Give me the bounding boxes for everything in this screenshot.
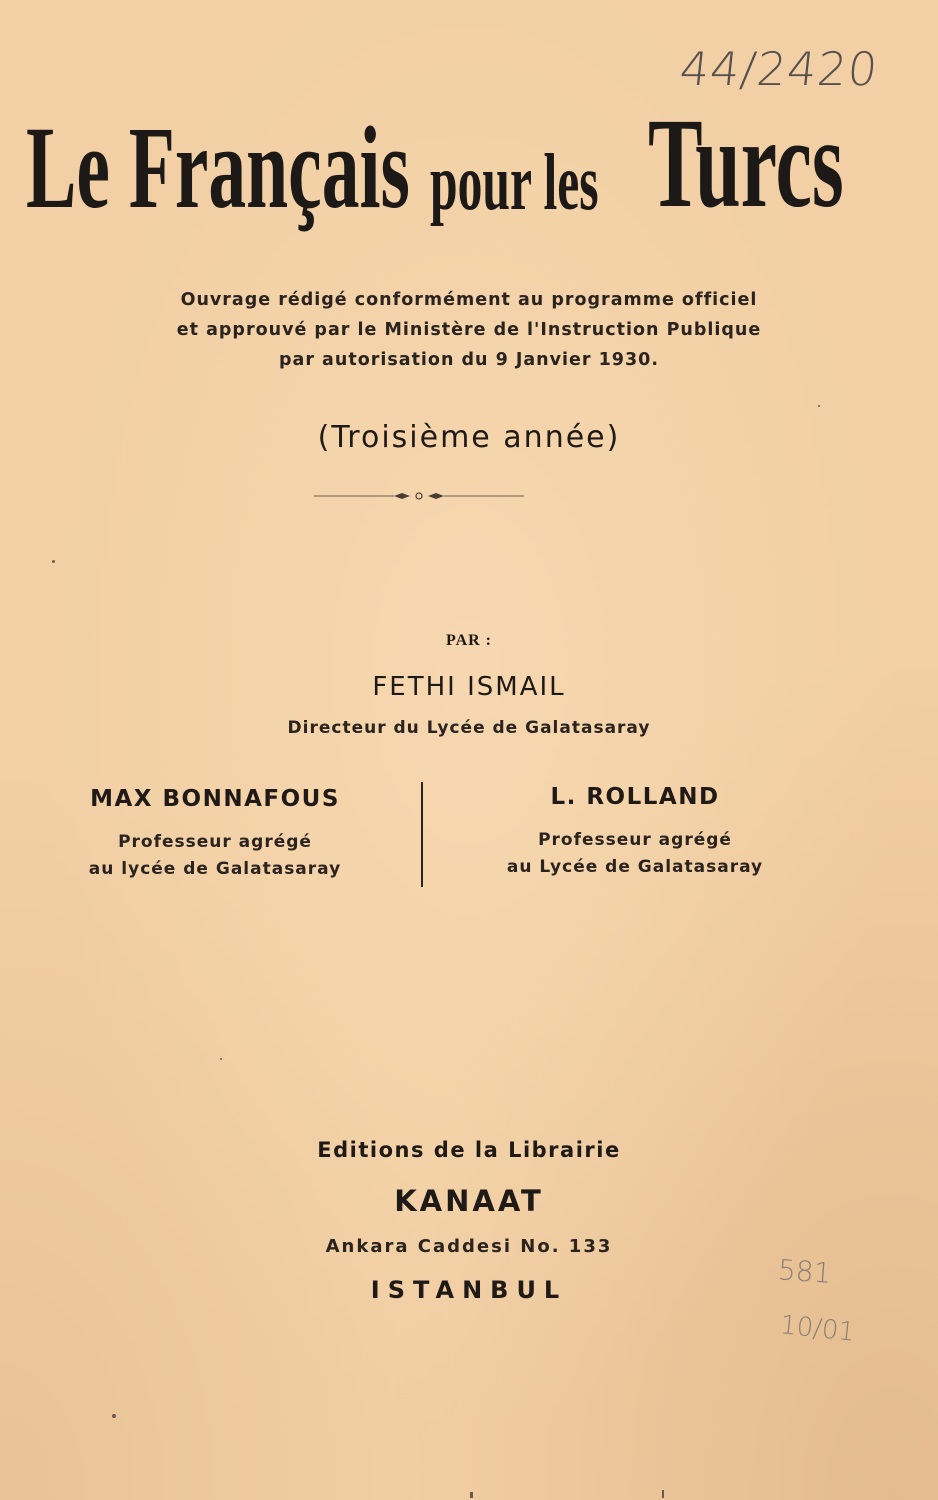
author-left-role-line2: au lycée de Galatasaray [88, 859, 342, 879]
column-divider [421, 782, 423, 887]
paper-speck [52, 560, 55, 563]
ornament-divider [314, 486, 524, 506]
paper-speck [220, 1058, 222, 1060]
title-part-pour-les: pour les [430, 139, 599, 227]
paper-speck [662, 1490, 664, 1498]
subtitle-line-2: et approuvé par le Ministère de l'Instruction Publique [176, 320, 762, 340]
paper-speck [470, 1492, 473, 1498]
handwritten-reference-number: 44/2420 [677, 42, 881, 96]
publisher-city: ISTANBUL [370, 1276, 568, 1304]
by-label: PAR : [445, 632, 493, 649]
subtitle-line-1: Ouvrage rédigé conformément au programme officiel [180, 290, 758, 310]
author-left-name: MAX BONNAFOUS [90, 786, 340, 812]
author-right-role-line2: au Lycée de Galatasaray [506, 857, 764, 877]
publisher-name: KANAAT [394, 1184, 544, 1218]
title-part-le-francais: Le Français [26, 102, 410, 233]
handwritten-note-a: 581 [776, 1253, 833, 1290]
edition-label: (Troisième année) [317, 420, 621, 455]
paper-speck [112, 1414, 116, 1418]
subtitle-line-3: par autorisation du 9 Janvier 1930. [279, 350, 659, 370]
author-main-name: FETHI ISMAIL [372, 672, 566, 702]
handwritten-note-b: 10/01 [778, 1310, 857, 1348]
author-right-role-line1: Professeur agrégé [538, 830, 732, 850]
author-left-role-line1: Professeur agrégé [118, 832, 312, 852]
publisher-address: Ankara Caddesi No. 133 [325, 1236, 613, 1257]
author-main-role: Directeur du Lycée de Galatasaray [287, 718, 651, 738]
title-part-turcs: Turcs [648, 92, 844, 234]
author-right-name: L. ROLLAND [550, 784, 720, 810]
paper-speck [818, 405, 820, 407]
publisher-line: Editions de la Librairie [317, 1138, 621, 1162]
